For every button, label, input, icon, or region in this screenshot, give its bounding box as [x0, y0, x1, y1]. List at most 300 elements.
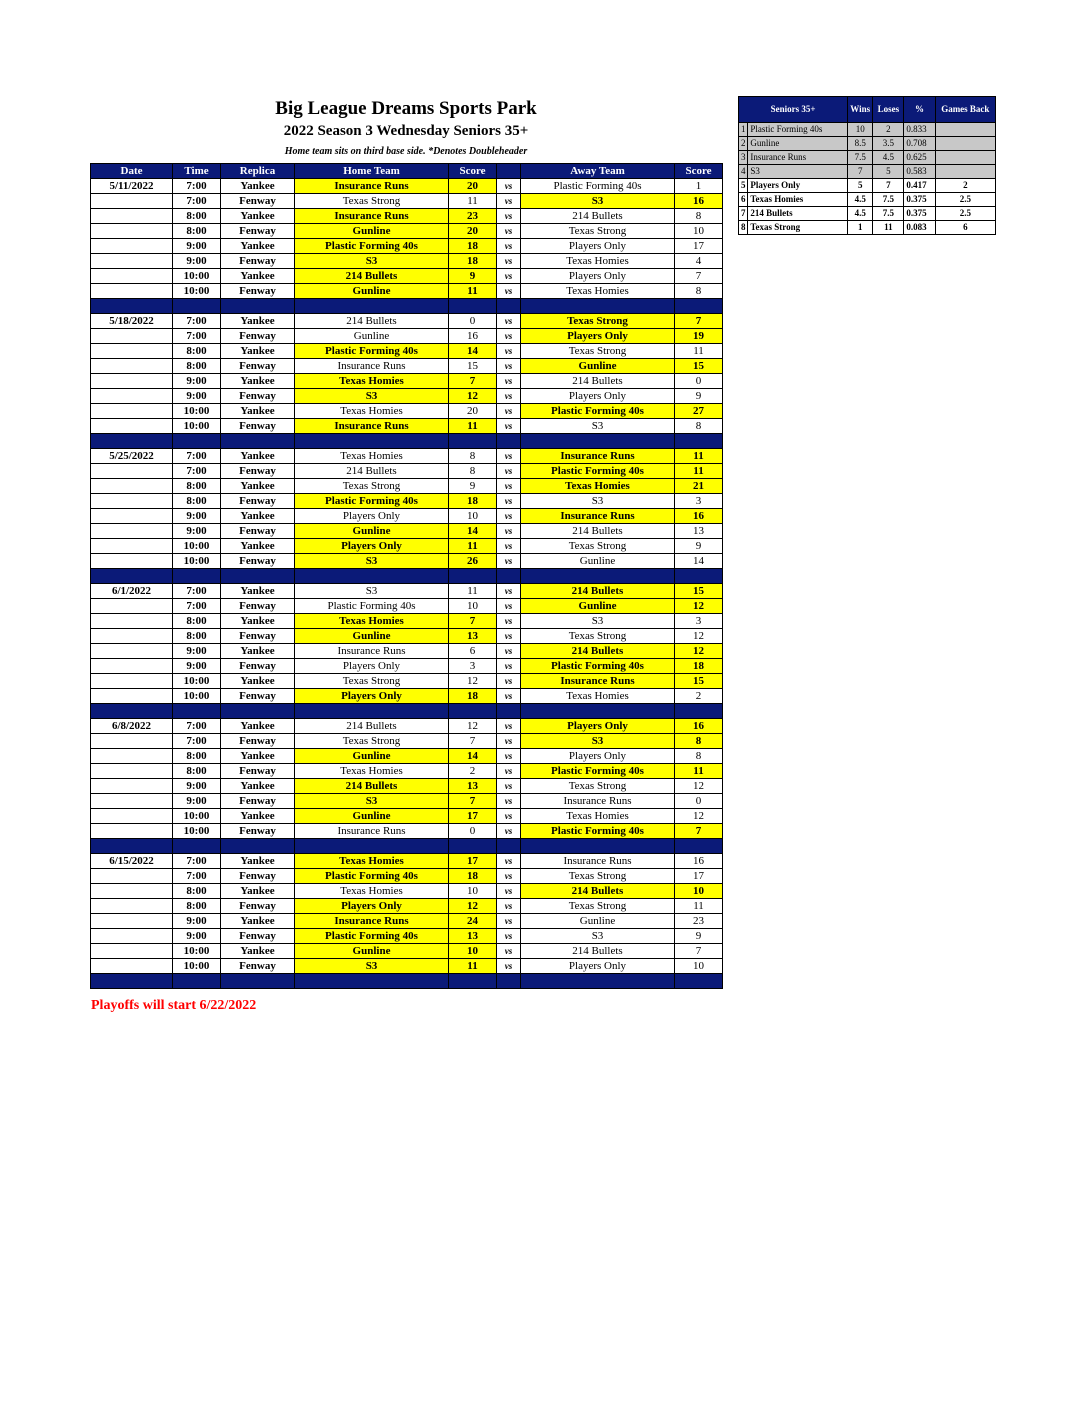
standings-row [739, 193, 996, 207]
game-replica: Fenway [221, 194, 295, 209]
home-team: Texas Strong [295, 734, 449, 749]
game-date [91, 779, 173, 794]
away-score: 12 [675, 809, 723, 824]
game-time: 10:00 [173, 944, 221, 959]
away-score: 8 [675, 734, 723, 749]
game-replica: Fenway [221, 959, 295, 974]
game-replica: Yankee [221, 809, 295, 824]
away-score: 9 [675, 929, 723, 944]
separator-cell [675, 704, 723, 719]
home-team: Gunline [295, 944, 449, 959]
game-replica: Yankee [221, 374, 295, 389]
standings-loses: 7 [873, 179, 904, 193]
home-team: Texas Homies [295, 854, 449, 869]
home-score: 9 [449, 479, 497, 494]
game-time: 8:00 [173, 749, 221, 764]
home-score: 13 [449, 779, 497, 794]
game-replica: Yankee [221, 479, 295, 494]
home-score: 2 [449, 764, 497, 779]
home-team: Gunline [295, 329, 449, 344]
game-date [91, 929, 173, 944]
separator-cell [449, 434, 497, 449]
game-row [91, 554, 723, 569]
away-score: 3 [675, 614, 723, 629]
standings-table [738, 96, 996, 235]
vs-label: vs [497, 209, 521, 224]
game-replica: Yankee [221, 179, 295, 194]
game-replica: Yankee [221, 884, 295, 899]
standings-loses: 3.5 [873, 137, 904, 151]
game-time: 7:00 [173, 464, 221, 479]
game-replica: Yankee [221, 854, 295, 869]
game-replica: Fenway [221, 389, 295, 404]
home-team: 214 Bullets [295, 464, 449, 479]
game-date [91, 614, 173, 629]
standings-header-row [739, 97, 996, 123]
separator-cell [221, 839, 295, 854]
vs-label: vs [497, 374, 521, 389]
standings-loses: 7.5 [873, 193, 904, 207]
away-team: Texas Strong [521, 344, 675, 359]
game-time: 8:00 [173, 764, 221, 779]
away-team: Texas Strong [521, 314, 675, 329]
separator-cell [295, 704, 449, 719]
game-replica: Fenway [221, 464, 295, 479]
game-row [91, 719, 723, 734]
game-time: 9:00 [173, 914, 221, 929]
away-team: Players Only [521, 749, 675, 764]
home-team: Gunline [295, 809, 449, 824]
game-row [91, 509, 723, 524]
separator-cell [521, 569, 675, 584]
away-team: Insurance Runs [521, 854, 675, 869]
home-score: 16 [449, 329, 497, 344]
game-time: 7:00 [173, 314, 221, 329]
away-score: 17 [675, 869, 723, 884]
home-team: Plastic Forming 40s [295, 869, 449, 884]
standings-games-back [935, 123, 995, 137]
game-time: 8:00 [173, 614, 221, 629]
home-team: Plastic Forming 40s [295, 494, 449, 509]
game-time: 10:00 [173, 674, 221, 689]
game-date [91, 944, 173, 959]
away-score: 2 [675, 689, 723, 704]
away-score: 3 [675, 494, 723, 509]
home-score: 10 [449, 599, 497, 614]
away-team: S3 [521, 614, 675, 629]
vs-label: vs [497, 494, 521, 509]
game-row [91, 629, 723, 644]
standings-division-header: Seniors 35+ [739, 97, 848, 123]
separator-cell [295, 569, 449, 584]
home-score: 14 [449, 749, 497, 764]
standings-pct: 0.583 [904, 165, 935, 179]
page-title: Big League Dreams Sports Park [275, 98, 537, 119]
separator-cell [521, 839, 675, 854]
game-time: 8:00 [173, 344, 221, 359]
week-separator [91, 299, 723, 314]
separator-cell [173, 299, 221, 314]
home-score: 0 [449, 824, 497, 839]
standings-loses: 2 [873, 123, 904, 137]
vs-label: vs [497, 509, 521, 524]
away-team: S3 [521, 929, 675, 944]
separator-cell [521, 704, 675, 719]
week-separator [91, 974, 723, 989]
home-team: S3 [295, 794, 449, 809]
away-score: 9 [675, 389, 723, 404]
vs-label: vs [497, 674, 521, 689]
game-date [91, 869, 173, 884]
home-team: Texas Strong [295, 194, 449, 209]
home-score: 12 [449, 389, 497, 404]
game-row [91, 329, 723, 344]
standings-team: Plastic Forming 40s [748, 123, 848, 137]
game-time: 7:00 [173, 179, 221, 194]
game-date [91, 659, 173, 674]
home-team: Players Only [295, 659, 449, 674]
game-replica: Fenway [221, 899, 295, 914]
game-replica: Fenway [221, 599, 295, 614]
away-score: 0 [675, 794, 723, 809]
game-time: 8:00 [173, 359, 221, 374]
home-score: 13 [449, 629, 497, 644]
vs-label: vs [497, 389, 521, 404]
vs-label: vs [497, 179, 521, 194]
vs-label: vs [497, 269, 521, 284]
away-score: 12 [675, 644, 723, 659]
game-replica: Fenway [221, 419, 295, 434]
game-row [91, 869, 723, 884]
home-score: 11 [449, 419, 497, 434]
standings-team: Texas Strong [748, 221, 848, 235]
away-team: 214 Bullets [521, 374, 675, 389]
game-date [91, 194, 173, 209]
game-row [91, 209, 723, 224]
game-row [91, 734, 723, 749]
separator-cell [91, 569, 173, 584]
away-team: Plastic Forming 40s [521, 404, 675, 419]
standings-wins: 8.5 [848, 137, 873, 151]
separator-cell [221, 704, 295, 719]
game-replica: Fenway [221, 794, 295, 809]
game-row [91, 779, 723, 794]
away-team: 214 Bullets [521, 209, 675, 224]
home-score: 6 [449, 644, 497, 659]
game-replica: Yankee [221, 509, 295, 524]
separator-cell [221, 299, 295, 314]
home-score: 20 [449, 224, 497, 239]
game-date [91, 674, 173, 689]
game-time: 8:00 [173, 209, 221, 224]
vs-label: vs [497, 749, 521, 764]
separator-cell [521, 974, 675, 989]
away-score: 15 [675, 584, 723, 599]
game-row [91, 854, 723, 869]
game-date [91, 884, 173, 899]
away-score: 17 [675, 239, 723, 254]
home-score: 7 [449, 614, 497, 629]
home-team: Players Only [295, 539, 449, 554]
away-score: 11 [675, 464, 723, 479]
game-replica: Fenway [221, 359, 295, 374]
game-date [91, 419, 173, 434]
away-team: 214 Bullets [521, 944, 675, 959]
home-team: Plastic Forming 40s [295, 344, 449, 359]
away-team: 214 Bullets [521, 584, 675, 599]
game-row [91, 524, 723, 539]
home-score: 12 [449, 674, 497, 689]
game-date [91, 644, 173, 659]
away-team: Players Only [521, 269, 675, 284]
standings-pct-header: % [904, 97, 935, 123]
game-time: 7:00 [173, 599, 221, 614]
away-score: 10 [675, 884, 723, 899]
game-time: 9:00 [173, 389, 221, 404]
standings-row [739, 179, 996, 193]
separator-cell [295, 839, 449, 854]
home-team: 214 Bullets [295, 269, 449, 284]
standings-wins: 7.5 [848, 151, 873, 165]
away-score: 27 [675, 404, 723, 419]
home-team: Insurance Runs [295, 359, 449, 374]
separator-cell [221, 974, 295, 989]
home-score: 18 [449, 689, 497, 704]
home-team: Gunline [295, 524, 449, 539]
game-replica: Yankee [221, 269, 295, 284]
game-date [91, 824, 173, 839]
vs-label: vs [497, 449, 521, 464]
game-replica: Yankee [221, 449, 295, 464]
game-date [91, 284, 173, 299]
standings-pct: 0.625 [904, 151, 935, 165]
standings-wins: 10 [848, 123, 873, 137]
home-team: Texas Homies [295, 374, 449, 389]
game-time: 7:00 [173, 719, 221, 734]
game-replica: Fenway [221, 629, 295, 644]
away-team: Insurance Runs [521, 674, 675, 689]
home-score: 0 [449, 314, 497, 329]
game-row [91, 374, 723, 389]
vs-label: vs [497, 764, 521, 779]
separator-cell [221, 569, 295, 584]
away-score: 16 [675, 854, 723, 869]
away-score: 16 [675, 509, 723, 524]
game-replica: Yankee [221, 719, 295, 734]
vs-label: vs [497, 239, 521, 254]
standings-pct: 0.083 [904, 221, 935, 235]
standings-rank: 4 [739, 165, 748, 179]
game-time: 8:00 [173, 224, 221, 239]
game-date [91, 524, 173, 539]
standings-loses-header: Loses [873, 97, 904, 123]
col-date-header: Date [91, 164, 173, 179]
col-home-team-header: Home Team [295, 164, 449, 179]
game-time: 7:00 [173, 194, 221, 209]
home-score: 17 [449, 854, 497, 869]
separator-cell [91, 704, 173, 719]
away-score: 1 [675, 179, 723, 194]
game-row [91, 824, 723, 839]
home-team: Texas Strong [295, 479, 449, 494]
away-score: 12 [675, 779, 723, 794]
game-replica: Yankee [221, 539, 295, 554]
game-date [91, 539, 173, 554]
standings-rank: 7 [739, 207, 748, 221]
away-team: Texas Strong [521, 629, 675, 644]
game-time: 10:00 [173, 809, 221, 824]
standings-games-back: 6 [935, 221, 995, 235]
away-team: Players Only [521, 959, 675, 974]
game-time: 10:00 [173, 284, 221, 299]
away-team: 214 Bullets [521, 884, 675, 899]
away-team: S3 [521, 419, 675, 434]
vs-label: vs [497, 629, 521, 644]
game-row [91, 404, 723, 419]
home-score: 11 [449, 194, 497, 209]
game-replica: Yankee [221, 614, 295, 629]
col-away-team-header: Away Team [521, 164, 675, 179]
game-time: 9:00 [173, 644, 221, 659]
home-team: Texas Homies [295, 614, 449, 629]
standings-gb-header: Games Back [935, 97, 995, 123]
home-score: 18 [449, 254, 497, 269]
away-score: 8 [675, 419, 723, 434]
game-time: 10:00 [173, 959, 221, 974]
separator-cell [449, 299, 497, 314]
playoffs-notice: Playoffs will start 6/22/2022 [91, 998, 257, 1013]
standings-wins: 5 [848, 179, 873, 193]
home-team: Insurance Runs [295, 179, 449, 194]
week-separator [91, 704, 723, 719]
away-team: S3 [521, 494, 675, 509]
home-team: Texas Homies [295, 764, 449, 779]
game-time: 9:00 [173, 929, 221, 944]
game-row [91, 539, 723, 554]
standings-pct: 0.708 [904, 137, 935, 151]
home-score: 11 [449, 539, 497, 554]
home-score: 13 [449, 929, 497, 944]
game-time: 7:00 [173, 329, 221, 344]
game-time: 7:00 [173, 584, 221, 599]
home-score: 7 [449, 374, 497, 389]
game-replica: Fenway [221, 494, 295, 509]
game-replica: Fenway [221, 764, 295, 779]
vs-label: vs [497, 914, 521, 929]
separator-cell [497, 434, 521, 449]
game-time: 7:00 [173, 869, 221, 884]
game-date: 6/15/2022 [91, 854, 173, 869]
away-score: 19 [675, 329, 723, 344]
separator-cell [497, 569, 521, 584]
home-score: 8 [449, 464, 497, 479]
game-replica: Yankee [221, 239, 295, 254]
home-team: 214 Bullets [295, 779, 449, 794]
standings-row [739, 123, 996, 137]
separator-cell [521, 434, 675, 449]
away-team: Insurance Runs [521, 449, 675, 464]
game-time: 7:00 [173, 734, 221, 749]
vs-label: vs [497, 644, 521, 659]
home-team: Texas Strong [295, 674, 449, 689]
game-date [91, 329, 173, 344]
home-team: Insurance Runs [295, 644, 449, 659]
vs-label: vs [497, 719, 521, 734]
away-team: Insurance Runs [521, 509, 675, 524]
home-team: Texas Homies [295, 404, 449, 419]
game-date [91, 209, 173, 224]
away-score: 14 [675, 554, 723, 569]
home-score: 7 [449, 794, 497, 809]
separator-cell [675, 974, 723, 989]
vs-label: vs [497, 599, 521, 614]
game-time: 10:00 [173, 419, 221, 434]
vs-label: vs [497, 359, 521, 374]
separator-cell [295, 299, 449, 314]
separator-cell [173, 434, 221, 449]
standings-row [739, 137, 996, 151]
home-score: 11 [449, 284, 497, 299]
home-team: Plastic Forming 40s [295, 239, 449, 254]
home-score: 8 [449, 449, 497, 464]
schedule-note: Home team sits on third base side. *Denotes Doubleheader [284, 146, 528, 157]
game-row [91, 689, 723, 704]
away-score: 8 [675, 749, 723, 764]
home-score: 17 [449, 809, 497, 824]
home-team: 214 Bullets [295, 314, 449, 329]
separator-cell [91, 434, 173, 449]
away-team: Texas Homies [521, 254, 675, 269]
away-score: 10 [675, 959, 723, 974]
away-score: 11 [675, 449, 723, 464]
game-time: 8:00 [173, 494, 221, 509]
game-date [91, 239, 173, 254]
vs-label: vs [497, 314, 521, 329]
away-score: 11 [675, 899, 723, 914]
game-replica: Fenway [221, 734, 295, 749]
away-team: Texas Strong [521, 779, 675, 794]
away-score: 11 [675, 764, 723, 779]
vs-label: vs [497, 689, 521, 704]
game-replica: Yankee [221, 944, 295, 959]
away-score: 7 [675, 314, 723, 329]
game-date [91, 914, 173, 929]
standings-rank: 1 [739, 123, 748, 137]
vs-label: vs [497, 884, 521, 899]
standings-loses: 5 [873, 165, 904, 179]
game-time: 9:00 [173, 239, 221, 254]
away-score: 8 [675, 284, 723, 299]
game-replica: Fenway [221, 869, 295, 884]
home-team: Insurance Runs [295, 209, 449, 224]
home-team: Insurance Runs [295, 419, 449, 434]
standings-team: Gunline [748, 137, 848, 151]
schedule-header-row [91, 164, 723, 179]
separator-cell [497, 974, 521, 989]
game-date [91, 734, 173, 749]
game-replica: Fenway [221, 284, 295, 299]
week-separator [91, 839, 723, 854]
vs-label: vs [497, 944, 521, 959]
game-time: 8:00 [173, 479, 221, 494]
game-date [91, 599, 173, 614]
separator-cell [449, 974, 497, 989]
away-team: Texas Homies [521, 479, 675, 494]
home-team: S3 [295, 254, 449, 269]
away-team: Players Only [521, 389, 675, 404]
home-score: 10 [449, 884, 497, 899]
separator-cell [173, 569, 221, 584]
